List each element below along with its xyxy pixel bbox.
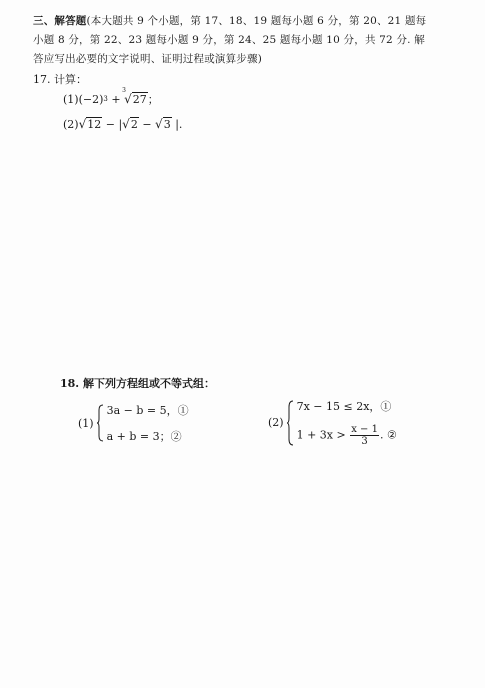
ineq-2-left: 1 + 3x > [296, 428, 350, 442]
part-2-minus-abs: − | [102, 117, 123, 131]
part-1-end: ； [147, 93, 159, 106]
section-label: 三、解答题 [33, 15, 87, 27]
system-1-eq-1: 3a − b = 5，① [106, 404, 189, 417]
system-2-label: (2) [268, 416, 284, 429]
square-root-2 [122, 117, 139, 131]
square-root-3 [155, 117, 172, 131]
radical-sign-icon: √ [155, 117, 163, 131]
radical-sign-icon: √ [124, 92, 132, 106]
radical-sign-icon: √ [78, 117, 87, 131]
part-2-abs-close: |. [171, 117, 183, 131]
ineq-2-end: . ② [379, 428, 397, 442]
radical-sign-icon: √ [122, 117, 130, 131]
radicand: 3 [163, 118, 171, 131]
left-brace-icon [96, 404, 104, 442]
equation-system-1 [78, 402, 189, 444]
section-instructions [33, 12, 453, 69]
system-2-inequalities [297, 398, 397, 447]
radicand: 2 [130, 118, 138, 131]
inequality-system-2 [268, 398, 397, 447]
fraction-numerator: x − 1 [351, 424, 378, 435]
radicand: 27 [132, 93, 147, 106]
system-1-eq-2: a + b = 3；② [106, 430, 182, 443]
question-18-title: 18. 解下列方程组或不等式组： [60, 377, 215, 390]
instructions-line-1-text: (本大题共 9 个小题，第 17、18、19 题每小题 6 分，第 20、21 题每 [86, 15, 427, 27]
system-1-equations [107, 402, 189, 444]
left-brace-icon [286, 400, 294, 446]
square-root-1 [79, 117, 103, 131]
instructions-line-1 [33, 12, 453, 31]
instructions-line-2: 小题 8 分，第 22、23 题每小题 9 分，第 24、25 题每小题 10 分，共 72 分. 解 [33, 34, 425, 46]
question-17-title: 17. 计算： [33, 73, 87, 86]
part-2-label: (2) [63, 117, 79, 131]
root-index: 3 [122, 87, 126, 94]
part-1-plus: + [107, 92, 125, 106]
instructions-line-3: 答应写出必要的文字说明、证明过程或演算步骤) [33, 53, 262, 65]
fraction-denominator: 3 [361, 436, 368, 447]
radicand: 12 [87, 118, 102, 131]
part-1-label: (1) [63, 92, 79, 106]
system-1-label: (1) [78, 416, 94, 430]
cube-root [122, 87, 148, 106]
part-1-base: (−2) [78, 92, 104, 106]
part-2-minus: − [138, 117, 156, 131]
part-1-exponent: 3 [103, 95, 108, 103]
fraction [350, 424, 379, 447]
system-2-ineq-2 [297, 424, 397, 447]
question-17-part-1 [63, 87, 159, 107]
question-17-part-2 [63, 117, 182, 131]
system-2-ineq-1: 7x − 15 ≤ 2x，① [296, 400, 392, 413]
